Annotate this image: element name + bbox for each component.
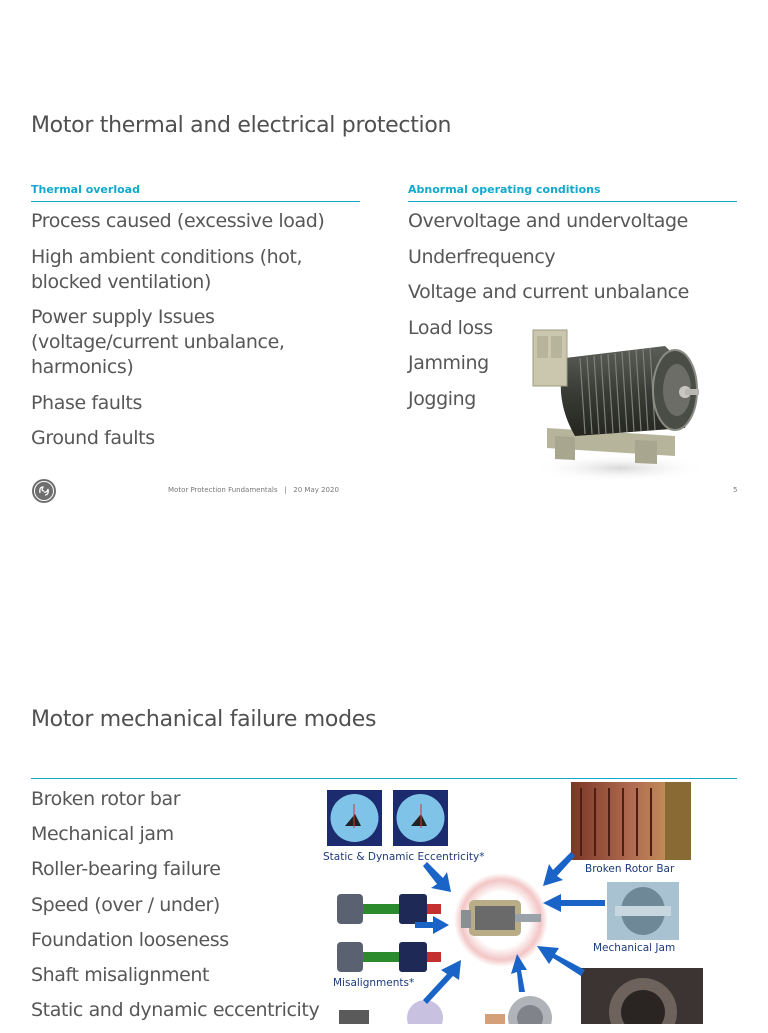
electric-motor-image bbox=[525, 318, 710, 483]
list-item: Roller-bearing failure bbox=[31, 858, 221, 881]
mechanical-failure-list bbox=[31, 787, 319, 1033]
list-item: Overvoltage and undervoltage bbox=[408, 210, 688, 232]
ge-logo-icon bbox=[31, 478, 57, 504]
roller-bearing-photo bbox=[581, 968, 703, 1024]
list-item: Mechanical jam bbox=[31, 823, 174, 846]
list-item: Speed (over / under) bbox=[31, 893, 220, 916]
broken-rotor-bar-label: Broken Rotor Bar bbox=[585, 863, 675, 875]
list-item: Power supply Issues bbox=[31, 306, 215, 328]
slide-mechanical-failure bbox=[0, 596, 768, 1024]
title-rule bbox=[31, 778, 737, 779]
mechanical-jam-photo bbox=[607, 882, 679, 940]
arrow-from-bearing-icon bbox=[537, 946, 585, 976]
list-item: Static and dynamic eccentricity bbox=[31, 999, 320, 1022]
list-item: harmonics) bbox=[31, 356, 134, 378]
speed-gear-image bbox=[508, 996, 552, 1024]
eccentricity-dynamic-tile bbox=[393, 790, 448, 846]
footer-presentation-title: Motor Protection Fundamentals | 20 May 2020 bbox=[168, 486, 339, 494]
list-item: Jogging bbox=[408, 387, 476, 410]
left-heading-rule bbox=[31, 201, 360, 202]
arrow-from-foundation-icon bbox=[423, 960, 461, 1004]
misalignment-coupling-top bbox=[337, 894, 441, 924]
slide-title: Motor thermal and electrical protection bbox=[31, 113, 452, 138]
list-item: Jamming bbox=[408, 352, 489, 374]
thermal-overload-heading: Thermal overload bbox=[31, 183, 140, 196]
mechanical-jam-label: Mechanical Jam bbox=[593, 942, 676, 954]
misalignments-label: Misalignments* bbox=[333, 977, 415, 989]
list-item: Ground faults bbox=[31, 427, 155, 449]
right-heading-rule bbox=[408, 201, 737, 202]
arrow-from-rotor-icon bbox=[543, 852, 575, 886]
list-item: Load loss bbox=[408, 316, 493, 339]
eccentricity-label: Static & Dynamic Eccentricity* bbox=[323, 851, 485, 863]
failure-modes-diagram bbox=[315, 782, 705, 1024]
list-item: Phase faults bbox=[31, 391, 142, 414]
list-item: Process caused (excessive load) bbox=[31, 210, 325, 232]
list-item: Shaft misalignment bbox=[31, 963, 210, 986]
abnormal-conditions-heading: Abnormal operating conditions bbox=[408, 183, 601, 196]
list-item: (voltage/current unbalance, bbox=[31, 331, 285, 353]
arrow-from-eccentricity-icon bbox=[423, 862, 451, 892]
broken-rotor-bar-photo bbox=[571, 782, 691, 860]
misalignment-coupling-bottom bbox=[337, 942, 441, 972]
arrow-from-jam-icon bbox=[543, 894, 605, 912]
slide-title: Motor mechanical failure modes bbox=[31, 707, 377, 732]
list-item: blocked ventilation) bbox=[31, 270, 211, 293]
list-item: High ambient conditions (hot, bbox=[31, 245, 303, 268]
list-item: Broken rotor bar bbox=[31, 788, 181, 810]
list-item: Underfrequency bbox=[408, 245, 556, 268]
eccentricity-static-tile bbox=[327, 790, 382, 846]
list-item: Voltage and current unbalance bbox=[408, 281, 689, 303]
thermal-overload-list bbox=[31, 209, 371, 462]
footer-page-number: 5 bbox=[733, 486, 738, 494]
foundation-image bbox=[339, 1000, 505, 1024]
list-item: Foundation looseness bbox=[31, 928, 229, 951]
